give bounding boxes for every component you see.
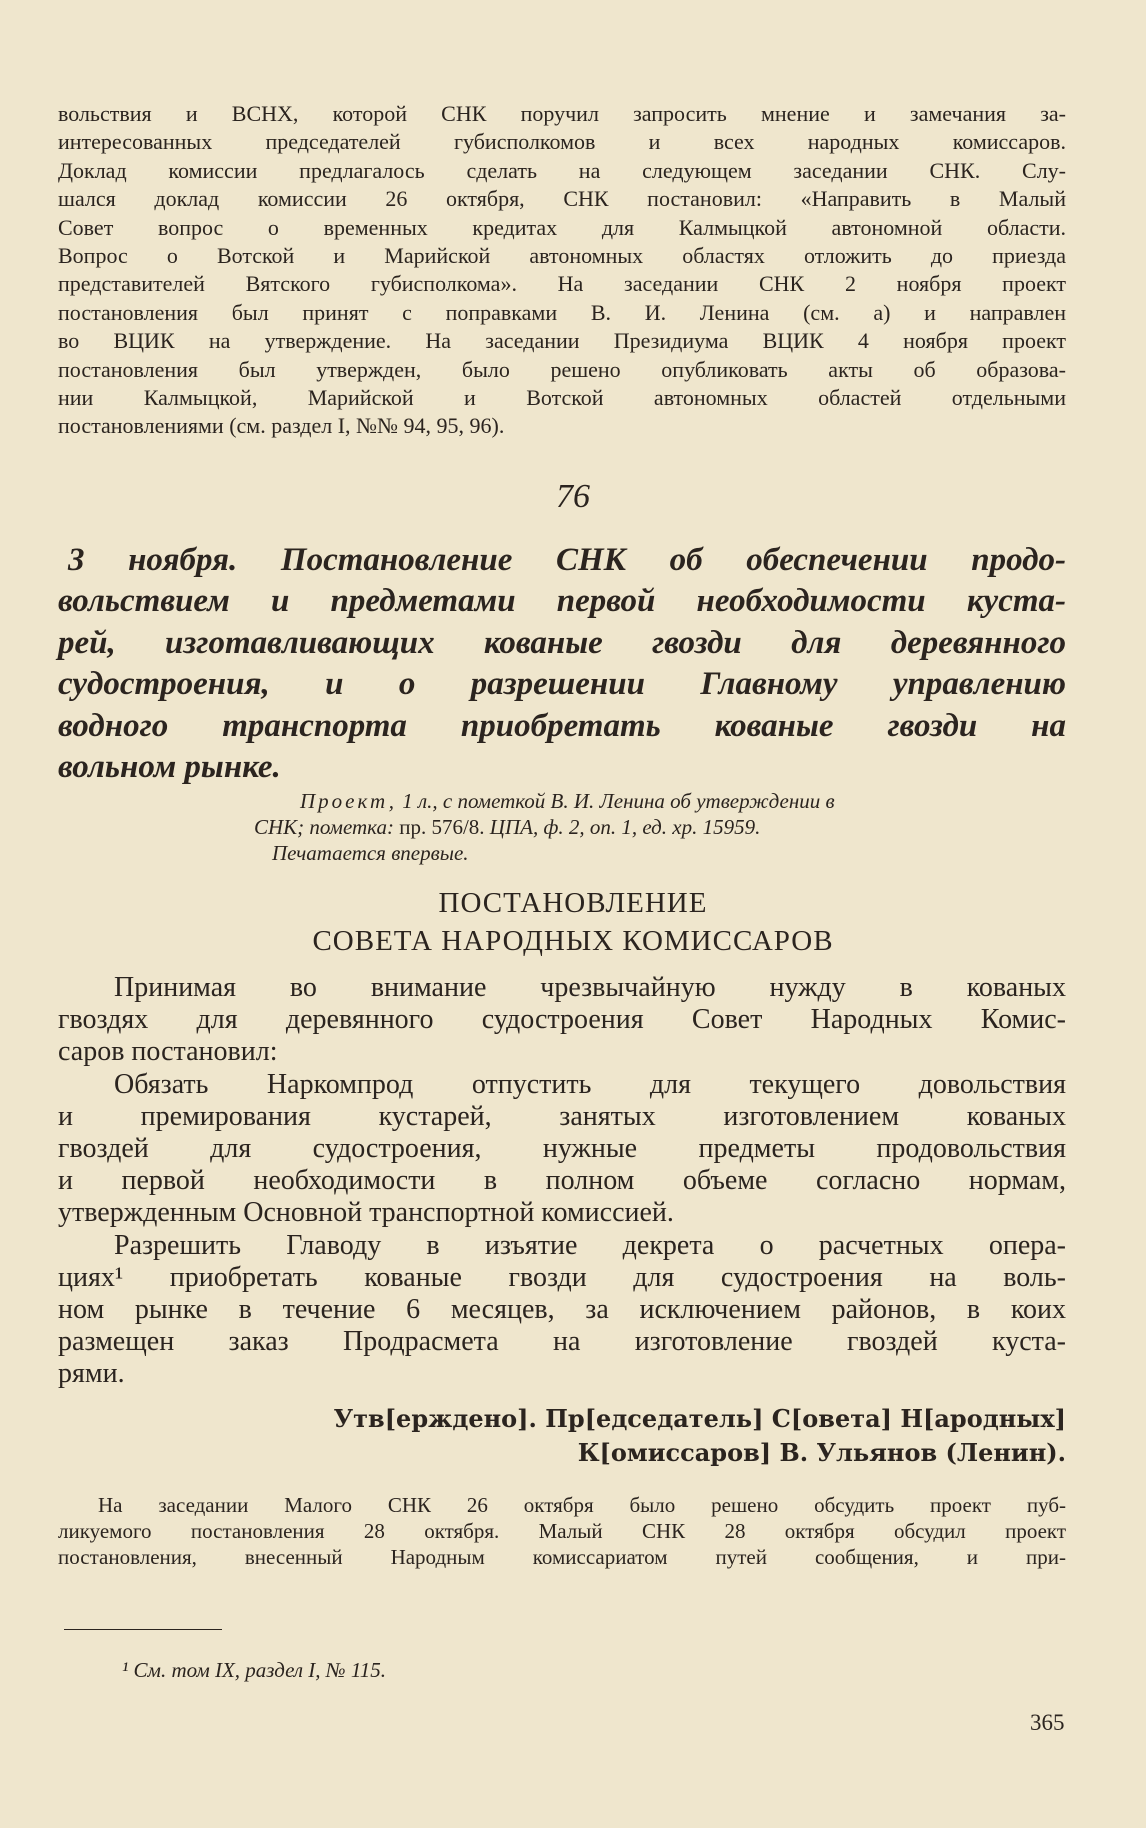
text-line: циях¹ приобретать кованые гвозди для судостроения на воль- [58,1261,1066,1293]
text-line: гвоздей для судостроения, нужные предметы продовольствия [58,1133,1066,1165]
text-line: нии Калмыцкой, Марийской и Вотской автономных областей отдельными [58,385,1066,411]
document-title [58,540,1066,788]
text-line: На заседании Малого СНК 26 октября было решено обсудить проект пуб- [98,1493,1066,1517]
resolution-body [58,972,1066,1391]
signature [58,1402,1066,1470]
source-line [58,814,1066,840]
text-line: ном рынке в течение 6 месяцев, за исключением районов, в коих [58,1294,1066,1326]
signature-line: Утв[ерждено]. Пр[едседатель] С[овета] Н[ародных] [333,1404,1066,1433]
text-line: рей, изготавливающих кованые гвозди для деревянного [58,624,1066,661]
text-line: Вопрос о Вотской и Марийской автономных областях отложить до приезда [58,243,1066,269]
text-line: размещен заказ Продрасмета на изготовление гвоздей куста- [58,1326,1066,1358]
text-line: саров постановил: [58,1036,278,1068]
text-line: Принимая во внимание чрезвычайную нужду в кованых [114,972,1066,1003]
text-line: вольствием и предметами первой необходимости куста- [58,583,1066,620]
source-text: 1 л., с пометкой В. И. Ленина об утверждении в [396,789,835,813]
text-line: 3 ноября. Постановление СНК об обеспечении продо- [68,542,1066,578]
intro-paragraph [58,100,1066,441]
heading-line: СОВЕТА НАРОДНЫХ КОМИССАРОВ [312,925,834,957]
text-line: постановления был принят с поправками В. И. Ленина (см. а) и направлен [58,299,1066,325]
footnote-divider [64,1629,222,1630]
text-line: вольствия и ВСНХ, которой СНК поручил запросить мнение и замечания за- [58,101,1066,126]
source-note [58,788,1066,866]
text-line: вольном рынке. [58,749,281,786]
text-line: во ВЦИК на утверждение. На заседании Президиума ВЦИК 4 ноября проект [58,328,1066,354]
page-number: 365 [1030,1710,1065,1735]
source-mark: пр. 576/8. [399,815,485,839]
text-line: постановления, внесенный Народным комиссариатом путей сообщения, и при- [58,1545,1066,1569]
text-line: шался доклад комиссии 26 октября, СНК постановил: «Направить в Малый [58,186,1066,212]
signature-line: К[омиссаров] В. Ульянов (Ленин). [577,1438,1066,1467]
text-line: гвоздях для деревянного судостроения Совет Народных Комис- [58,1004,1066,1036]
source-archive: ЦПА, ф. 2, оп. 1, ед. хр. 15959. [484,815,761,839]
text-line: Разрешить Главоду в изъятие декрета о расчетных опера- [114,1229,1066,1261]
source-type: Проект, [300,789,397,813]
text-line: Обязать Наркомпрод отпустить для текущего довольствия [114,1068,1066,1100]
text-line: и премирования кустарей, занятых изготовлением кованых [58,1100,1066,1132]
source-line: Печатается впервые. [272,841,469,865]
text-line: ликуемого постановления 28 октября. Малый СНК 28 октября обсудил проект [58,1519,1066,1543]
text-line: постановлениями (см. раздел I, №№ 94, 95, 96). [58,413,505,439]
footnote: ¹ См. том IX, раздел I, № 115. [122,1658,387,1682]
text-line: водного транспорта приобретать кованые гвозди на [58,707,1066,744]
text-line: судостроения, и о разрешении Главному управлению [58,666,1066,703]
editorial-note [58,1492,1066,1570]
document-number: 76 [556,478,590,515]
text-line: постановления был утвержден, было решено опубликовать акты об образова- [58,356,1066,382]
text-line: представителей Вятского губисполкома». На заседании СНК 2 ноября проект [58,271,1066,297]
source-line [58,788,1066,814]
source-text: СНК; пометка: [254,815,400,839]
text-line: рями. [58,1358,125,1390]
text-line: утвержденным Основной транспортной комиссией. [58,1197,674,1229]
resolution-heading [0,884,1146,960]
text-line: и первой необходимости в полном объеме согласно нормам, [58,1165,1066,1197]
text-line: Доклад комиссии предлагалось сделать на следующем заседании СНК. Слу- [58,157,1066,183]
text-line: Совет вопрос о временных кредитах для Калмыцкой автономной области. [58,214,1066,240]
heading-line: ПОСТАНОВЛЕНИЕ [438,887,708,919]
text-line: интересованных председателей губисполкомов и всех народных комиссаров. [58,129,1066,155]
